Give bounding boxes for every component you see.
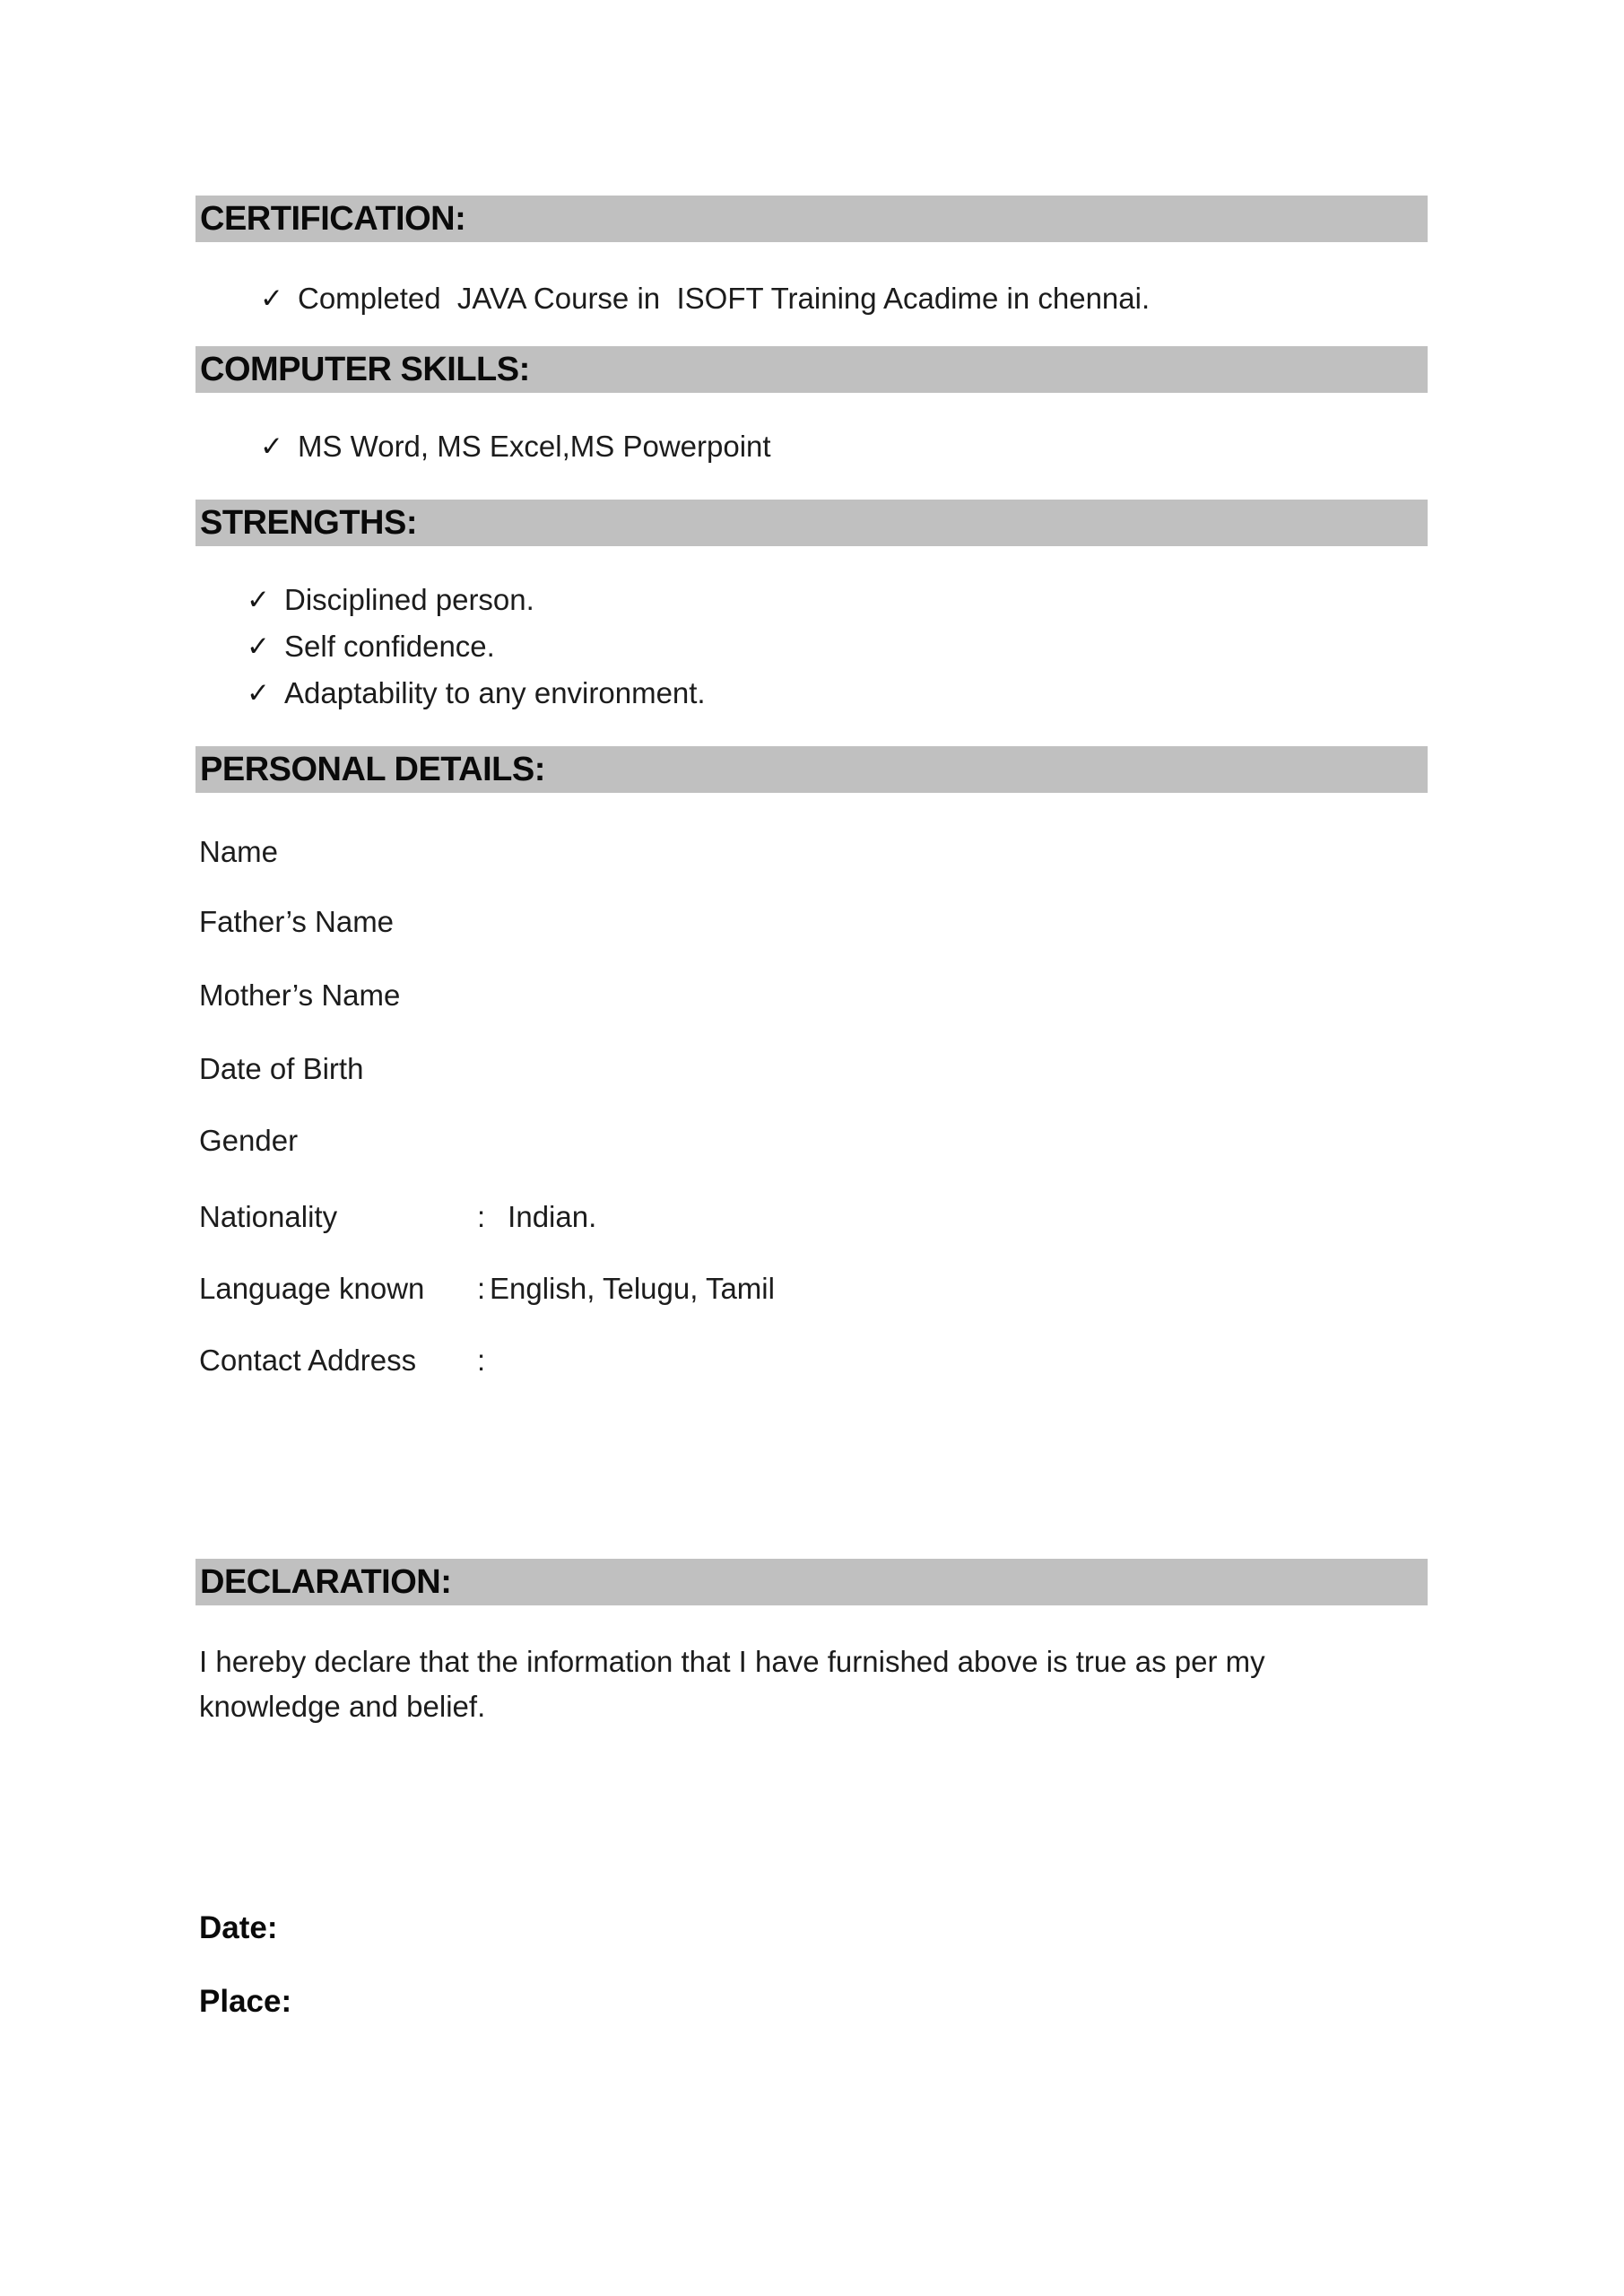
field-colon: : [477, 1272, 486, 1305]
bullet-text: Completed JAVA Course in ISOFT Training Acadime in chennai. [298, 282, 1151, 315]
list-item [247, 674, 1412, 712]
date-label: Date: [199, 1910, 278, 1945]
declaration-line: I hereby declare that the information that I have furnished above is true as per my [199, 1645, 1265, 1678]
declaration-line: knowledge and belief. [199, 1690, 486, 1723]
section-bar-personal-details [195, 746, 1428, 793]
field-row-date-of-birth [199, 1050, 1428, 1088]
field-row-fathers-name [199, 903, 1428, 941]
section-bar-computer-skills [195, 346, 1428, 393]
section-title-strengths: STRENGTHS: [200, 504, 417, 542]
field-value: English, Telugu, Tamil [490, 1272, 775, 1305]
section-bar-strengths [195, 500, 1428, 546]
field-label: Name [199, 835, 279, 868]
checkmark-icon: ✓ [247, 677, 270, 709]
bullet-text: MS Word, MS Excel,MS Powerpoint [298, 430, 771, 463]
field-label: Nationality [199, 1200, 338, 1233]
list-item [260, 280, 1426, 317]
list-item [260, 428, 1426, 465]
field-label: Gender [199, 1124, 299, 1157]
field-label: Contact Address [199, 1344, 417, 1377]
field-value: Indian. [499, 1200, 597, 1233]
section-bar-declaration [195, 1559, 1428, 1605]
section-title-personal-details: PERSONAL DETAILS: [200, 751, 545, 788]
section-bar-certification [195, 196, 1428, 242]
field-row-name [199, 833, 1428, 871]
section-title-computer-skills: COMPUTER SKILLS: [200, 351, 530, 388]
list-item [247, 581, 1412, 619]
section-title-declaration: DECLARATION: [200, 1563, 452, 1601]
bullet-text: Self confidence. [284, 630, 495, 663]
bullet-text: Adaptability to any environment. [284, 676, 706, 709]
place-label: Place: [199, 1984, 292, 2019]
checkmark-icon: ✓ [260, 283, 283, 314]
section-title-certification: CERTIFICATION: [200, 200, 466, 238]
checkmark-icon: ✓ [260, 430, 283, 462]
list-item [247, 628, 1412, 665]
field-row-gender [199, 1122, 1428, 1160]
checkmark-icon: ✓ [247, 584, 270, 615]
bullet-text: Disciplined person. [284, 583, 534, 616]
field-row-nationality [199, 1198, 1428, 1236]
field-label: Mother’s Name [199, 978, 401, 1012]
field-row-language-known [199, 1270, 1428, 1308]
field-label: Language known [199, 1272, 425, 1305]
field-row-contact-address [199, 1342, 1428, 1379]
field-colon: : [477, 1344, 486, 1377]
field-label: Father’s Name [199, 905, 395, 938]
field-label: Date of Birth [199, 1052, 364, 1085]
field-row-mothers-name [199, 977, 1428, 1014]
checkmark-icon: ✓ [247, 631, 270, 662]
field-colon: : [477, 1200, 486, 1233]
